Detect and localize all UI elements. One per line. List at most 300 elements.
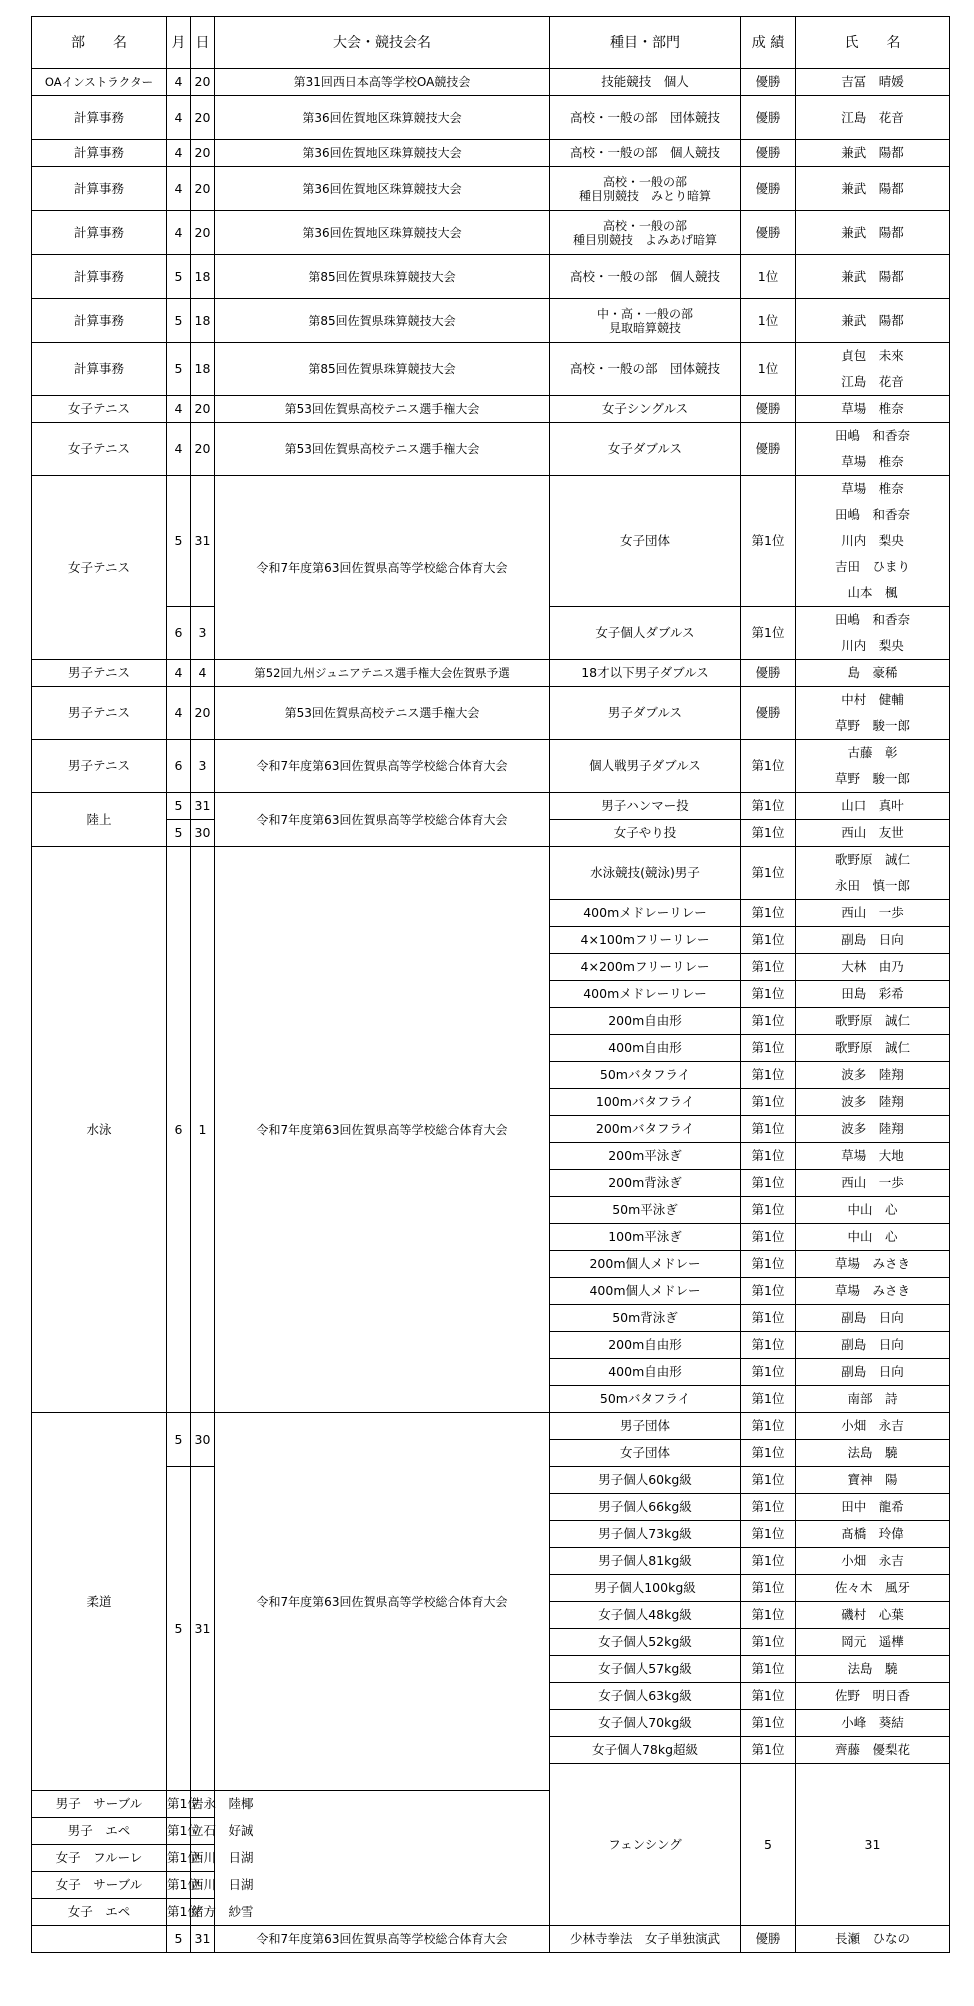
table-cell: 30: [191, 1413, 215, 1467]
cell-line: 吉田 ひまり: [834, 559, 910, 574]
table-cell: 第1位: [741, 847, 796, 900]
table-cell: 第1位: [741, 1737, 796, 1764]
table-cell: 優勝: [741, 96, 796, 140]
header-month: 月: [167, 17, 191, 69]
table-cell: 第1位: [741, 1008, 796, 1035]
table-cell: 男子個人60kg級: [550, 1467, 741, 1494]
table-cell: 第1位: [741, 1521, 796, 1548]
header-result: 成 績: [741, 17, 796, 69]
table-cell: 歌野原 誠仁: [796, 1035, 950, 1062]
table-cell: 少林寺拳法 女子単独演武: [550, 1926, 741, 1953]
table-row: [32, 69, 950, 96]
table-body: [32, 69, 950, 1953]
table-cell: 100mバタフライ: [550, 1089, 741, 1116]
table-cell: 5: [167, 299, 191, 343]
cell-line: 川内 梨央: [841, 533, 904, 548]
table-cell: 第85回佐賀県珠算競技大会: [215, 343, 550, 396]
table-cell: 31: [191, 1467, 215, 1791]
cell-line: 永田 慎一郎: [834, 878, 910, 893]
table-cell: 優勝: [741, 687, 796, 740]
cell-line: 草場 椎奈: [841, 454, 904, 469]
table-row: [32, 793, 950, 820]
table-row: [32, 423, 950, 476]
table-cell: 長瀬 ひなの: [796, 1926, 950, 1953]
table-cell: 5: [167, 1926, 191, 1953]
table-cell: 小畑 永吉: [796, 1413, 950, 1440]
table-cell: 優勝: [741, 69, 796, 96]
cell-line: 歌野原 誠仁: [834, 852, 910, 867]
table-cell: 田島 彩希: [796, 981, 950, 1008]
table-cell: 男子ハンマー投: [550, 793, 741, 820]
table-cell: 西山 一歩: [796, 1170, 950, 1197]
table-cell: 20: [191, 167, 215, 211]
table-cell: 兼武 陽都: [796, 211, 950, 255]
table-cell: 水泳: [32, 847, 167, 1413]
table-row: [32, 1413, 950, 1440]
table-cell: 個人戦男子ダブルス: [550, 740, 741, 793]
table-cell: 第1位: [741, 954, 796, 981]
table-cell: 法島 驍: [796, 1440, 950, 1467]
table-cell: 18: [191, 299, 215, 343]
table-cell: 男子ダブルス: [550, 687, 741, 740]
table-cell: 波多 陸翔: [796, 1116, 950, 1143]
table-cell: 第1位: [741, 1224, 796, 1251]
cell-line: 田嶋 和香奈: [834, 507, 910, 522]
table-cell: 女子 エペ: [32, 1899, 167, 1926]
table-cell: 第1位: [741, 1035, 796, 1062]
table-cell: 男子団体: [550, 1413, 741, 1440]
table-cell: [796, 687, 950, 740]
table-cell: 第1位: [167, 1872, 191, 1899]
table-cell: 計算事務: [32, 211, 167, 255]
table-cell: 柔道: [32, 1413, 167, 1791]
table-cell: 女子 フルーレ: [32, 1845, 167, 1872]
table-cell: 田中 龍希: [796, 1494, 950, 1521]
table-cell: 4×100mフリーリレー: [550, 927, 741, 954]
table-cell: 副島 日向: [796, 1332, 950, 1359]
table-cell: [550, 211, 741, 255]
table-cell: 400mメドレーリレー: [550, 981, 741, 1008]
table-cell: 31: [191, 476, 215, 607]
table-cell: 第1位: [741, 820, 796, 847]
table-cell: 第36回佐賀地区珠算競技大会: [215, 96, 550, 140]
table-cell: 中山 心: [796, 1224, 950, 1251]
table-cell: 4×200mフリーリレー: [550, 954, 741, 981]
table-cell: 令和7年度第63回佐賀県高等学校総合体育大会: [215, 476, 550, 660]
table-cell: 1位: [741, 255, 796, 299]
table-cell: 計算事務: [32, 167, 167, 211]
cell-line: 見取暗算競技: [608, 320, 681, 335]
table-cell: 400m個人メドレー: [550, 1278, 741, 1305]
table-cell: 4: [191, 660, 215, 687]
table-cell: 佐々木 風牙: [796, 1575, 950, 1602]
table-cell: 31: [796, 1764, 950, 1926]
table-cell: 第1位: [741, 1332, 796, 1359]
table-cell: 男子個人73kg級: [550, 1521, 741, 1548]
table-cell: 30: [191, 820, 215, 847]
cell-line: 江島 花音: [841, 374, 904, 389]
table-cell: 磯村 心葉: [796, 1602, 950, 1629]
table-cell: フェンシング: [550, 1764, 741, 1926]
table-cell: 50mバタフライ: [550, 1386, 741, 1413]
table-cell: 大林 由乃: [796, 954, 950, 981]
table-cell: 第1位: [741, 1089, 796, 1116]
table-cell: 400m自由形: [550, 1035, 741, 1062]
table-cell: 400mメドレーリレー: [550, 900, 741, 927]
table-cell: 1位: [741, 299, 796, 343]
table-cell: 1: [191, 847, 215, 1413]
table-cell: 第1位: [741, 1251, 796, 1278]
table-cell: 優勝: [741, 423, 796, 476]
table-cell: 第1位: [741, 607, 796, 660]
table-cell: 第1位: [741, 1602, 796, 1629]
cell-line: 高校・一般の部: [602, 218, 687, 233]
table-cell: 第1位: [741, 1683, 796, 1710]
table-cell: 第1位: [741, 1359, 796, 1386]
table-cell: [550, 299, 741, 343]
table-cell: 1位: [741, 343, 796, 396]
table-cell: 第1位: [741, 1170, 796, 1197]
table-cell: 50m背泳ぎ: [550, 1305, 741, 1332]
results-document: [31, 16, 949, 1953]
table-cell: 草場 大地: [796, 1143, 950, 1170]
table-cell: 中山 心: [796, 1197, 950, 1224]
table-cell: 第36回佐賀地区珠算競技大会: [215, 167, 550, 211]
table-cell: 20: [191, 396, 215, 423]
table-cell: 法島 驍: [796, 1656, 950, 1683]
table-cell: 第1位: [741, 1062, 796, 1089]
table-row: [32, 140, 950, 167]
table-cell: 令和7年度第63回佐賀県高等学校総合体育大会: [215, 793, 550, 847]
table-cell: 女子ダブルス: [550, 423, 741, 476]
table-cell: 4: [167, 167, 191, 211]
table-cell: 20: [191, 69, 215, 96]
cell-line: 草野 駿一郎: [834, 718, 910, 733]
table-cell: 令和7年度第63回佐賀県高等学校総合体育大会: [215, 1926, 550, 1953]
table-cell: 計算事務: [32, 140, 167, 167]
table-cell: 女子個人48kg級: [550, 1602, 741, 1629]
table-cell: 200m背泳ぎ: [550, 1170, 741, 1197]
table-cell: 第1位: [741, 1494, 796, 1521]
table-cell: 小畑 永吉: [796, 1548, 950, 1575]
table-cell: 4: [167, 396, 191, 423]
table-cell: 31: [191, 793, 215, 820]
table-cell: 吉冨 晴媛: [796, 69, 950, 96]
table-cell: 計算事務: [32, 255, 167, 299]
table-cell: 第85回佐賀県珠算競技大会: [215, 299, 550, 343]
table-cell: 200m自由形: [550, 1332, 741, 1359]
table-cell: 草場 みさき: [796, 1251, 950, 1278]
table-cell: 200mバタフライ: [550, 1116, 741, 1143]
cell-line: 田嶋 和香奈: [834, 612, 910, 627]
table-cell: 女子個人70kg級: [550, 1710, 741, 1737]
table-cell: 第1位: [741, 927, 796, 954]
table-cell: 4: [167, 687, 191, 740]
table-cell: 5: [167, 793, 191, 820]
table-cell: 5: [741, 1764, 796, 1926]
table-cell: 3: [191, 607, 215, 660]
table-cell: [796, 343, 950, 396]
table-cell: 西山 友世: [796, 820, 950, 847]
table-cell: 31: [191, 1926, 215, 1953]
table-cell: 5: [167, 343, 191, 396]
cell-line: 山本 楓: [847, 585, 898, 600]
table-cell: 女子シングルス: [550, 396, 741, 423]
table-cell: 優勝: [741, 660, 796, 687]
table-cell: 優勝: [741, 211, 796, 255]
table-cell: 高校・一般の部 個人競技: [550, 140, 741, 167]
table-cell: 5: [167, 476, 191, 607]
table-cell: 高校・一般の部 個人競技: [550, 255, 741, 299]
table-row: [32, 343, 950, 396]
header-day: 日: [191, 17, 215, 69]
table-cell: 緒方 紗雪: [191, 1899, 215, 1926]
cell-line: 草野 駿一郎: [834, 771, 910, 786]
table-cell: 西川 日湖: [191, 1845, 215, 1872]
table-cell: 令和7年度第63回佐賀県高等学校総合体育大会: [215, 1413, 550, 1791]
table-cell: 第85回佐賀県珠算競技大会: [215, 255, 550, 299]
table-cell: 20: [191, 687, 215, 740]
table-cell: 女子個人52kg級: [550, 1629, 741, 1656]
table-cell: 齊藤 優梨花: [796, 1737, 950, 1764]
table-cell: 第1位: [741, 740, 796, 793]
table-cell: 4: [167, 423, 191, 476]
table-cell: 第1位: [741, 1413, 796, 1440]
table-cell: 4: [167, 140, 191, 167]
cell-line: 草場 椎奈: [841, 481, 904, 496]
table-cell: 水泳競技(競泳)男子: [550, 847, 741, 900]
table-cell: 18: [191, 255, 215, 299]
table-cell: 200m平泳ぎ: [550, 1143, 741, 1170]
table-cell: 歌野原 誠仁: [796, 1008, 950, 1035]
table-cell: 3: [191, 740, 215, 793]
table-cell: 第1位: [741, 1197, 796, 1224]
table-cell: 第53回佐賀県高校テニス選手権大会: [215, 423, 550, 476]
table-row: [32, 1926, 950, 1953]
table-cell: 50m平泳ぎ: [550, 1197, 741, 1224]
table-cell: 令和7年度第63回佐賀県高等学校総合体育大会: [215, 847, 550, 1413]
table-cell: 第1位: [167, 1899, 191, 1926]
table-row: [32, 476, 950, 607]
table-cell: 女子個人57kg級: [550, 1656, 741, 1683]
cell-line: 川内 梨央: [841, 638, 904, 653]
table-cell: 第1位: [741, 981, 796, 1008]
table-cell: 第1位: [741, 1305, 796, 1332]
table-cell: 20: [191, 96, 215, 140]
table-cell: 200m個人メドレー: [550, 1251, 741, 1278]
table-cell: 20: [191, 423, 215, 476]
table-cell: [550, 167, 741, 211]
table-cell: 5: [167, 1467, 191, 1791]
table-cell: 山口 真叶: [796, 793, 950, 820]
table-cell: 副島 日向: [796, 927, 950, 954]
table-cell: 女子団体: [550, 476, 741, 607]
table-cell: 18才以下男子ダブルス: [550, 660, 741, 687]
table-cell: 女子テニス: [32, 423, 167, 476]
table-cell: 西川 日湖: [191, 1872, 215, 1899]
table-cell: 立石 好誠: [191, 1818, 215, 1845]
cell-line: 中・高・一般の部: [596, 306, 693, 321]
table-cell: 5: [167, 255, 191, 299]
table-cell: [796, 740, 950, 793]
table-cell: 優勝: [741, 396, 796, 423]
table-cell: 第1位: [741, 476, 796, 607]
table-cell: 佐野 明日香: [796, 1683, 950, 1710]
table-cell: 第1位: [167, 1818, 191, 1845]
table-cell: 高校・一般の部 団体競技: [550, 343, 741, 396]
table-cell: 島 豪稀: [796, 660, 950, 687]
table-cell: 4: [167, 69, 191, 96]
table-cell: 寶神 陽: [796, 1467, 950, 1494]
table-cell: 陸上: [32, 793, 167, 847]
table-cell: 岡元 遥樺: [796, 1629, 950, 1656]
table-cell: 女子個人78kg超級: [550, 1737, 741, 1764]
table-cell: 江島 花音: [796, 96, 950, 140]
table-cell: 令和7年度第63回佐賀県高等学校総合体育大会: [215, 740, 550, 793]
table-cell: 男子個人66kg級: [550, 1494, 741, 1521]
table-cell: 女子団体: [550, 1440, 741, 1467]
table-cell: 第1位: [741, 1710, 796, 1737]
table-cell: 第1位: [741, 1386, 796, 1413]
table-cell: [796, 847, 950, 900]
table-row: [32, 740, 950, 793]
table-cell: 女子やり投: [550, 820, 741, 847]
table-cell: 兼武 陽都: [796, 255, 950, 299]
cell-line: 田嶋 和香奈: [834, 428, 910, 443]
table-cell: 男子テニス: [32, 687, 167, 740]
table-cell: 5: [167, 1413, 191, 1467]
table-row: [32, 299, 950, 343]
table-cell: [796, 607, 950, 660]
table-cell: 第1位: [741, 1116, 796, 1143]
table-cell: 第1位: [741, 793, 796, 820]
table-cell: 西山 一歩: [796, 900, 950, 927]
table-cell: 400m自由形: [550, 1359, 741, 1386]
table-cell: 女子 サーブル: [32, 1872, 167, 1899]
table-cell: 副島 日向: [796, 1359, 950, 1386]
table-cell: 波多 陸翔: [796, 1062, 950, 1089]
table-cell: 副島 日向: [796, 1305, 950, 1332]
table-cell: 第1位: [167, 1791, 191, 1818]
table-cell: 第1位: [167, 1845, 191, 1872]
table-cell: 技能競技 個人: [550, 69, 741, 96]
table-cell: 第1位: [741, 1467, 796, 1494]
table-cell: 第1位: [741, 1656, 796, 1683]
table-row: [32, 211, 950, 255]
cell-line: 種目別競技 みとり暗算: [578, 188, 711, 203]
table-cell: 4: [167, 96, 191, 140]
table-cell: 兼武 陽都: [796, 140, 950, 167]
table-cell: 女子テニス: [32, 396, 167, 423]
table-row: [32, 847, 950, 900]
table-cell: 高校・一般の部 団体競技: [550, 96, 741, 140]
table-cell: 兼武 陽都: [796, 167, 950, 211]
table-cell: 男子 エペ: [32, 1818, 167, 1845]
table-row: [32, 396, 950, 423]
table-cell: 女子個人63kg級: [550, 1683, 741, 1710]
table-cell: 男子 サーブル: [32, 1791, 167, 1818]
table-row: [32, 687, 950, 740]
table-cell: 第1位: [741, 1575, 796, 1602]
table-cell: 第31回西日本高等学校OA競技会: [215, 69, 550, 96]
header-club: 部 名: [32, 17, 167, 69]
table-cell: 草場 みさき: [796, 1278, 950, 1305]
table-row: [32, 96, 950, 140]
table-cell: 50mバタフライ: [550, 1062, 741, 1089]
table-cell: 第1位: [741, 900, 796, 927]
table-cell: 女子テニス: [32, 476, 167, 660]
header-event: 種目・部門: [550, 17, 741, 69]
header-name: 氏 名: [796, 17, 950, 69]
table-cell: 優勝: [741, 1926, 796, 1953]
table-cell: 男子個人100kg級: [550, 1575, 741, 1602]
table-cell: [32, 1926, 167, 1953]
table-cell: 男子テニス: [32, 740, 167, 793]
table-cell: 男子個人81kg級: [550, 1548, 741, 1575]
cell-line: 古藤 彰: [847, 745, 898, 760]
header-competition: 大会・競技会名: [215, 17, 550, 69]
table-cell: 5: [167, 820, 191, 847]
results-table: [31, 16, 950, 1953]
table-cell: 岩永 陸椰: [191, 1791, 215, 1818]
table-cell: 第1位: [741, 1440, 796, 1467]
cell-line: 中村 健輔: [841, 692, 904, 707]
table-row: [32, 255, 950, 299]
table-cell: 草場 椎奈: [796, 396, 950, 423]
table-cell: 第36回佐賀地区珠算競技大会: [215, 211, 550, 255]
table-row: [32, 167, 950, 211]
table-cell: 第53回佐賀県高校テニス選手権大会: [215, 396, 550, 423]
table-cell: 優勝: [741, 140, 796, 167]
cell-line: 高校・一般の部: [602, 174, 687, 189]
table-cell: 第1位: [741, 1143, 796, 1170]
table-cell: 兼武 陽都: [796, 299, 950, 343]
table-cell: 4: [167, 211, 191, 255]
table-cell: [796, 476, 950, 607]
table-cell: 計算事務: [32, 299, 167, 343]
table-cell: 6: [167, 847, 191, 1413]
table-cell: 第1位: [741, 1629, 796, 1656]
table-cell: 第36回佐賀地区珠算競技大会: [215, 140, 550, 167]
table-cell: 20: [191, 140, 215, 167]
table-cell: 男子テニス: [32, 660, 167, 687]
table-cell: 第1位: [741, 1278, 796, 1305]
table-cell: 波多 陸翔: [796, 1089, 950, 1116]
table-cell: 100m平泳ぎ: [550, 1224, 741, 1251]
table-cell: 18: [191, 343, 215, 396]
table-cell: 優勝: [741, 167, 796, 211]
table-cell: [796, 423, 950, 476]
table-cell: 20: [191, 211, 215, 255]
cell-line: 種目別競技 よみあげ暗算: [572, 232, 717, 247]
table-cell: 南部 詩: [796, 1386, 950, 1413]
table-header-row: [32, 17, 950, 69]
table-cell: 髙橋 玲偉: [796, 1521, 950, 1548]
table-cell: 200m自由形: [550, 1008, 741, 1035]
table-cell: 第52回九州ジュニアテニス選手権大会佐賀県予選: [215, 660, 550, 687]
table-cell: 第53回佐賀県高校テニス選手権大会: [215, 687, 550, 740]
table-cell: 第1位: [741, 1548, 796, 1575]
table-cell: 計算事務: [32, 96, 167, 140]
table-cell: 4: [167, 660, 191, 687]
table-cell: 6: [167, 607, 191, 660]
cell-line: 貞包 未來: [841, 348, 904, 363]
table-cell: 小峰 葵結: [796, 1710, 950, 1737]
table-cell: 女子個人ダブルス: [550, 607, 741, 660]
table-row: [32, 660, 950, 687]
table-cell: 計算事務: [32, 343, 167, 396]
table-cell: 6: [167, 740, 191, 793]
